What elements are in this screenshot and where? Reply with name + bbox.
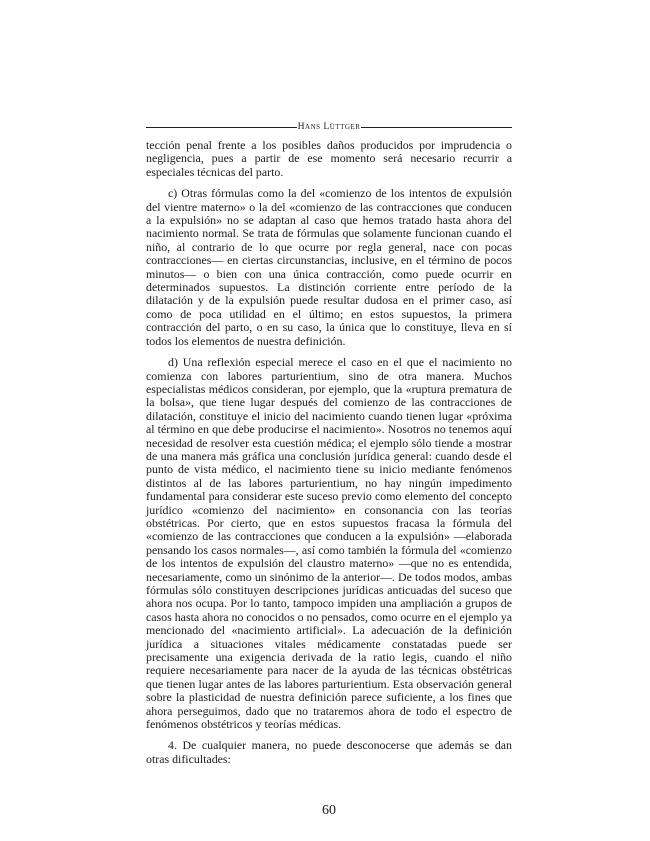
paragraph-continuation: tección penal frente a los posibles daños producidos por imprudencia o negligencia, pues a partir de ese momento será necesario recurrir a especiales técnicas del parto. [146, 138, 512, 179]
page-number: 60 [322, 803, 336, 818]
paragraph-4: 4. De cualquier manera, no puede desconocerse que además se dan otras dificultades: [146, 738, 512, 766]
header-rule-left [146, 127, 297, 128]
running-header-title: Hans Lüttger [297, 121, 361, 132]
body-text [146, 139, 512, 766]
paragraph-c: c) Otras fórmulas como la del «comienzo de los intentos de expulsión del vientre materno» o la del «comienzo de las contracciones que conducen a la expulsión» no se adaptan al caso que hemos tratado hasta ahora del nacimiento normal. Se trata de fórmulas que solamente funcionan cuando el niño, al contrario de lo que ocurre por regla general, nace con pocas contracciones— en ciertas circunstancias, inclusive, en el término de pocos minutos— o bien con una única contracción, como puede ocurrir en determinados supuestos. La distinción corriente entre período de la dilatación y de la expulsión puede resultar dudosa en el primer caso, así como de poca utilidad en el último; en estos supuestos, la primera contracción del parto, o en su caso, la única que lo constituye, lleva en sí todos los elementos de nuestra definición. [146, 186, 512, 348]
paragraph-d: d) Una reflexión especial merece el caso en el que el nacimiento no comienza con labores parturientium, sino de otra manera. Muchos especialistas médicos consideran, por ejemplo, que la «ruptura prematura de la bolsa», que tiene lugar después del comienzo de las contracciones de dilatación, constituye el inicio del nacimiento cuando tienen lugar «próxima al término en que debe producirse el nacimiento». Nosotros no tenemos aquí necesidad de resolver esta cuestión médica; el ejemplo sólo tiende a mostrar de una manera más gráfica una conclusión jurídica general: cuando desde el punto de vista médico, el nacimiento tiene su inicio mediante fenómenos distintos al de las labores parturientium, no hay ningún impedimento fundamental para considerar este suceso previo como elemento del concepto jurídico «comienzo del nacimiento» en consonancia con las teorías obstétricas. Por cierto, que en estos supuestos fracasa la fórmula del «comienzo de las contracciones que conducen a la expulsión» —elaborada pensando los casos normales—, así como también la fórmula del «comienzo de los intentos de expulsión del claustro materno» —que no es entendida, necesariamente, como un sinónimo de la anterior—. De todos modos, ambas fórmulas sólo constituyen descripciones jurídicas anticuadas del suceso que ahora nos ocupa. Por lo tanto, tampoco impiden una ampliación a grupos de casos hasta ahora no conocidos o no pensados, como ocurre en el ejemplo ya mencionado del «nacimiento artificial». La adecuación de la definición jurídica a situaciones vitales médicamente constatadas puede ser precisamente una exigencia derivada de la ratio legis, cuando el niño requiere necesariamente para nacer de la ayuda de las técnicas obstétricas que tienen lugar antes de las labores parturientium. Esta observación general sobre la plasticidad de nuestra definición parece suficiente, a los fines que ahora perseguimos, dado que no trataremos ahora de todo el espectro de fenómenos obstétricos y teorías médicas. [146, 355, 512, 732]
header-rule-right [361, 127, 512, 128]
running-header [146, 120, 512, 134]
